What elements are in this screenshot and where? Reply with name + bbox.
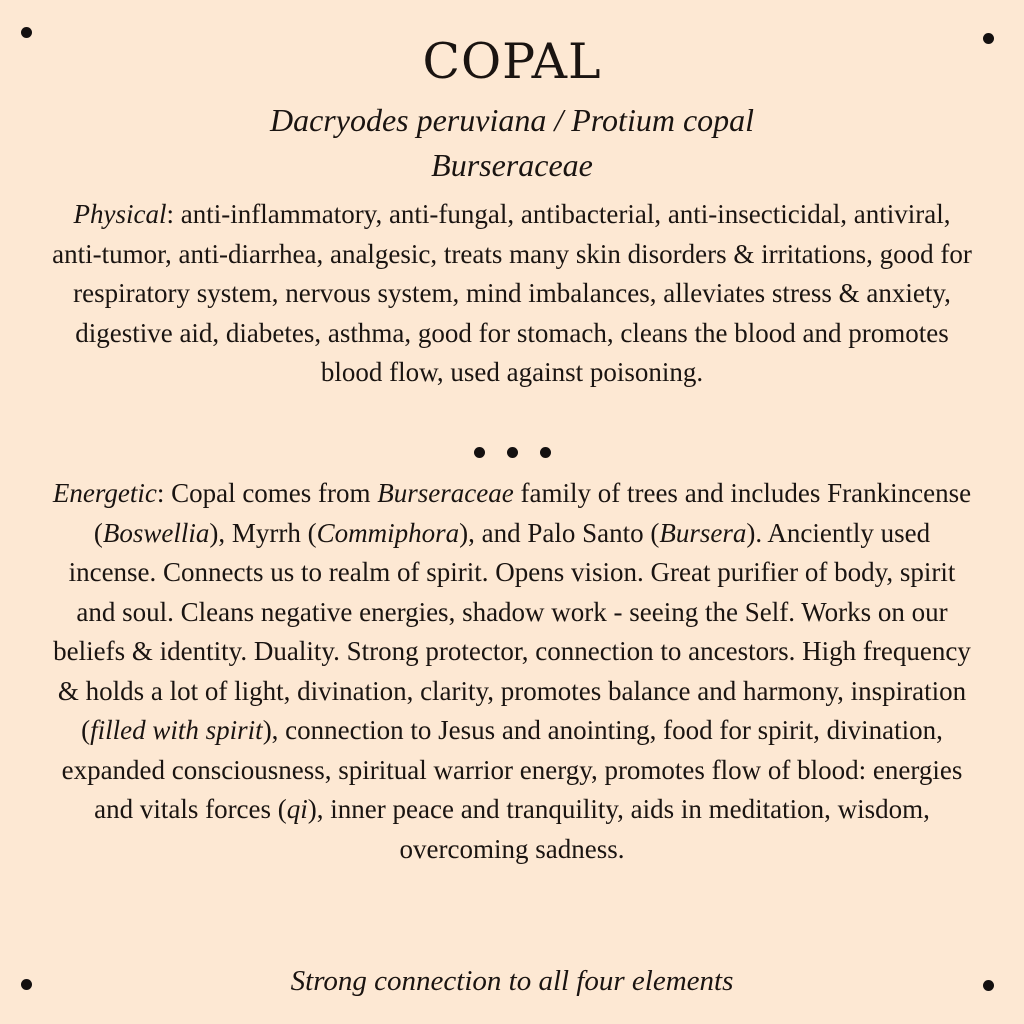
section-separator [0,447,1024,461]
energetic-section [52,474,972,869]
energetic-emphasis: Bursera [659,517,747,548]
physical-label: Physical [73,199,167,229]
dot-icon [540,447,551,458]
physical-text: : anti-inflammatory, anti-fungal, antibacterial, anti-insecticidal, antiviral, anti-tumor, anti-diarrhea, analgesic, treats many skin disorders & irritations, good for respiratory system, nervous system, mind imbalances, alleviates stress & anxiety, digestive aid, diabetes, asthma, good for stomach, cleans the blood and promotes blood flow, used against poisoning. [52,199,972,387]
energetic-text: family of trees and includes Frankincense ( [93,478,972,548]
footer-note: Strong connection to all four elements [290,965,734,997]
energetic-text: ), connection to Jesus and anointing, food for spirit, divination, expanded consciousness, spiritual warrior energy, promotes flow of blood: energies and vitals forces ( [61,715,963,824]
energetic-emphasis: Commiphora [316,517,460,548]
energetic-text: ), and Palo Santo ( [459,517,660,548]
dot-icon [507,447,518,458]
physical-section [52,195,972,393]
energetic-emphasis: qi [286,794,308,824]
energetic-text: ), Myrrh ( [209,517,317,548]
plant-family: Burseraceae [431,147,593,183]
energetic-label: Energetic [52,478,157,508]
energetic-text: ), inner peace and tranquility, aids in meditation, wisdom, overcoming sadness. [307,794,930,864]
energetic-emphasis: Burseraceae [377,478,514,508]
energetic-emphasis: Boswellia [102,517,210,548]
dot-icon [474,447,485,458]
energetic-text: ). Anciently used incense. Connects us to realm of spirit. Opens vision. Great purifier of body, spirit and soul. Cleans negative energies, shadow work - seeing the Self. Works on our beliefs & identity. Duality. Strong protector, connection to ancestors. High frequency & holds a lot of light, divination, clarity, promotes balance and harmony, inspiration ( [53,517,971,745]
energetic-emphasis: filled with spirit [90,715,263,745]
scientific-names: Dacryodes peruviana / Protium copal [269,102,755,138]
page-title: COPAL [422,33,602,90]
energetic-text: : Copal comes from [156,478,378,508]
